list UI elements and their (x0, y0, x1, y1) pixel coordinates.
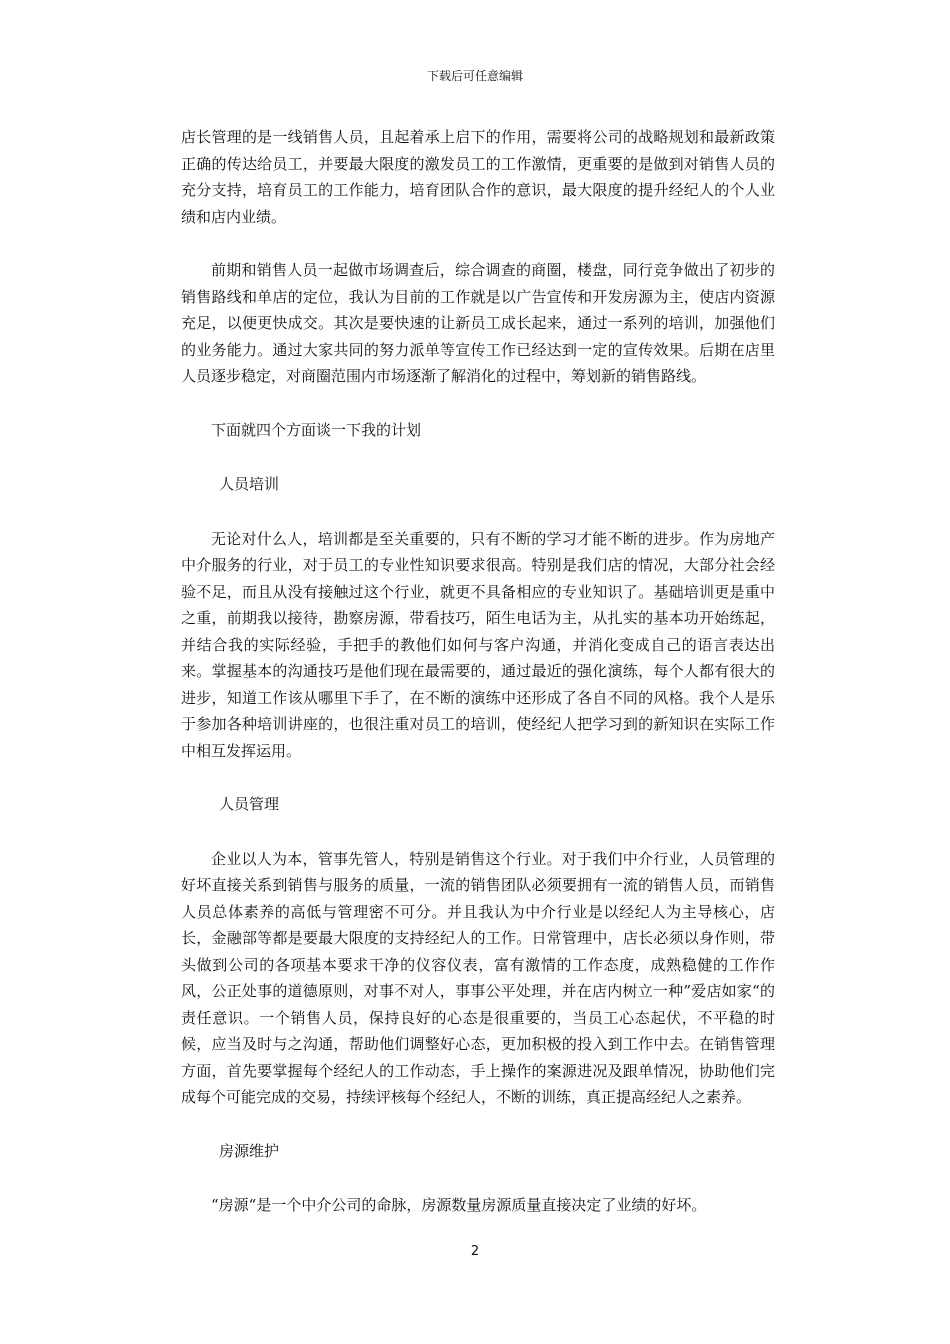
paragraph-plan-intro: 下面就四个方面谈一下我的计划 (211, 420, 422, 439)
paragraph-staff-training: 无论对什么人，培训都是至关重要的，只有不断的学习才能不断的进步。作为房地产中介服务的行业，对于员工的专业性知识要求很高。特别是我们店的情况，大部分社会经验不足，而且从没有接触过这个行业，就更不具备相应的专业知识了。基础培训更是重中之重，前期我以接待，勘察房源，带看技巧，陌生电话为主，从扎实的基本功开始练起，并结合我的实际经验，手把手的教他们如何与客户沟通，并消化变成自己的语言表达出来。掌握基本的沟通技巧是他们现在最需要的，通过最近的强化演练，每个人都有很大的进步，知道工作该从哪里下手了，在不断的演练中还形成了各自不同的风格。我个人是乐于参加各种培训讲座的，也很注重对员工的培训，使经纪人把学习到的新知识在实际工作中相互发挥运用。 (181, 529, 775, 760)
section-heading-staff-training: 人员培训 (219, 475, 280, 493)
paragraph-store-manager-role: 店长管理的是一线销售人员，且起着承上启下的作用，需要将公司的战略规划和最新政策正确的传达给员工，并要最大限度的激发员工的工作激情，更重要的是做到对销售人员的充分支持，培育员工的工作能力，培育团队合作的意识，最大限度的提升经纪人的个人业绩和店内业绩。 (181, 128, 775, 226)
page-number: 2 (470, 1244, 480, 1259)
document-body (181, 124, 775, 1219)
paragraph-listing-maintenance: “房源“是一个中介公司的命脉，房源数量房源质量直接决定了业绩的好坏。 (211, 1196, 707, 1214)
paragraph-early-market-research: 前期和销售人员一起做市场调查后，综合调查的商圈，楼盘，同行竞争做出了初步的销售路线和单店的定位，我认为目前的工作就是以广告宣传和开发房源为主，使店内资源充足，以便更快成交。其次是要快速的让新员工成长起来，通过一系列的培训，加强他们的业务能力。通过大家共同的努力派单等宣传工作已经达到一定的宣传效果。后期在店里人员逐步稳定，对商圈范围内市场逐渐了解消化的过程中，筹划新的销售路线。 (181, 261, 775, 385)
paragraph-staff-management: 企业以人为本，管事先管人，特别是销售这个行业。对于我们中介行业，人员管理的好坏直接关系到销售与服务的质量，一流的销售团队必须要拥有一流的销售人员，而销售人员总体素养的高低与管理密不可分。并且我认为中介行业是以经纪人为主导核心，店长，金融部等都是要最大限度的支持经纪人的工作。日常管理中，店长必须以身作则，带头做到公司的各项基本要求干净的仪容仪表，富有激情的工作态度，成熟稳健的工作作风，公正处事的道德原则，对事不对人，事事公平处理，并在店内树立一种”爱店如家“的责任意识。一个销售人员，保持良好的心态是很重要的，当员工心态起伏，不平稳的时候，应当及时与之沟通，帮助他们调整好心态，更加积极的投入到工作中去。在销售管理方面，首先要掌握每个经纪人的工作动态，手上操作的案源进况及跟单情况，协助他们完成每个可能完成的交易，持续评核每个经纪人，不断的训练，真正提高经纪人之素养。 (181, 849, 775, 1106)
section-heading-listing-maintenance: 房源维护 (219, 1141, 280, 1160)
section-heading-staff-management: 人员管理 (219, 795, 280, 813)
page-header: 下载后可任意编辑 (426, 69, 523, 83)
